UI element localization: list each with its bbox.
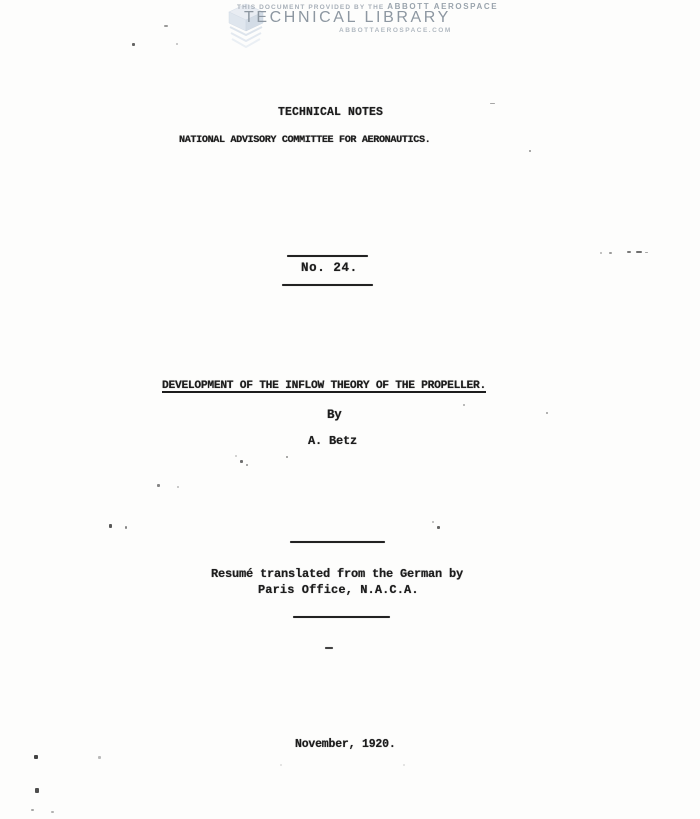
rule-below-translation-note [293,616,390,618]
byline-label: By [327,408,342,422]
watermark-website: ABBOTTAEROSPACE.COM [339,27,452,34]
translation-note-line1: Resumé translated from the German by [211,567,464,581]
library-watermark [0,0,700,56]
note-number: No. 24. [301,261,358,275]
organization-name: NATIONAL ADVISORY COMMITTEE FOR AERONAUTICS. [179,135,431,146]
rule-above-translation-note [290,541,385,543]
rule-below-number [282,284,373,286]
author-name: A. Betz [308,434,358,448]
publication-date: November, 1920. [295,738,396,751]
document-title: DEVELOPMENT OF THE INFLOW THEORY OF THE PROPELLER. [162,380,486,392]
rule-above-number [287,255,368,257]
watermark-library-title: TECHNICAL LIBRARY [244,9,451,26]
watermark-provided-by-text: THIS DOCUMENT PROVIDED BY THE [237,4,385,11]
stray-dash-mark [325,647,333,649]
translation-note-line2: Paris Office, N.A.C.A. [258,583,419,597]
watermark-provider-name: ABBOTT AEROSPACE [387,2,499,11]
series-title: TECHNICAL NOTES [278,106,384,119]
